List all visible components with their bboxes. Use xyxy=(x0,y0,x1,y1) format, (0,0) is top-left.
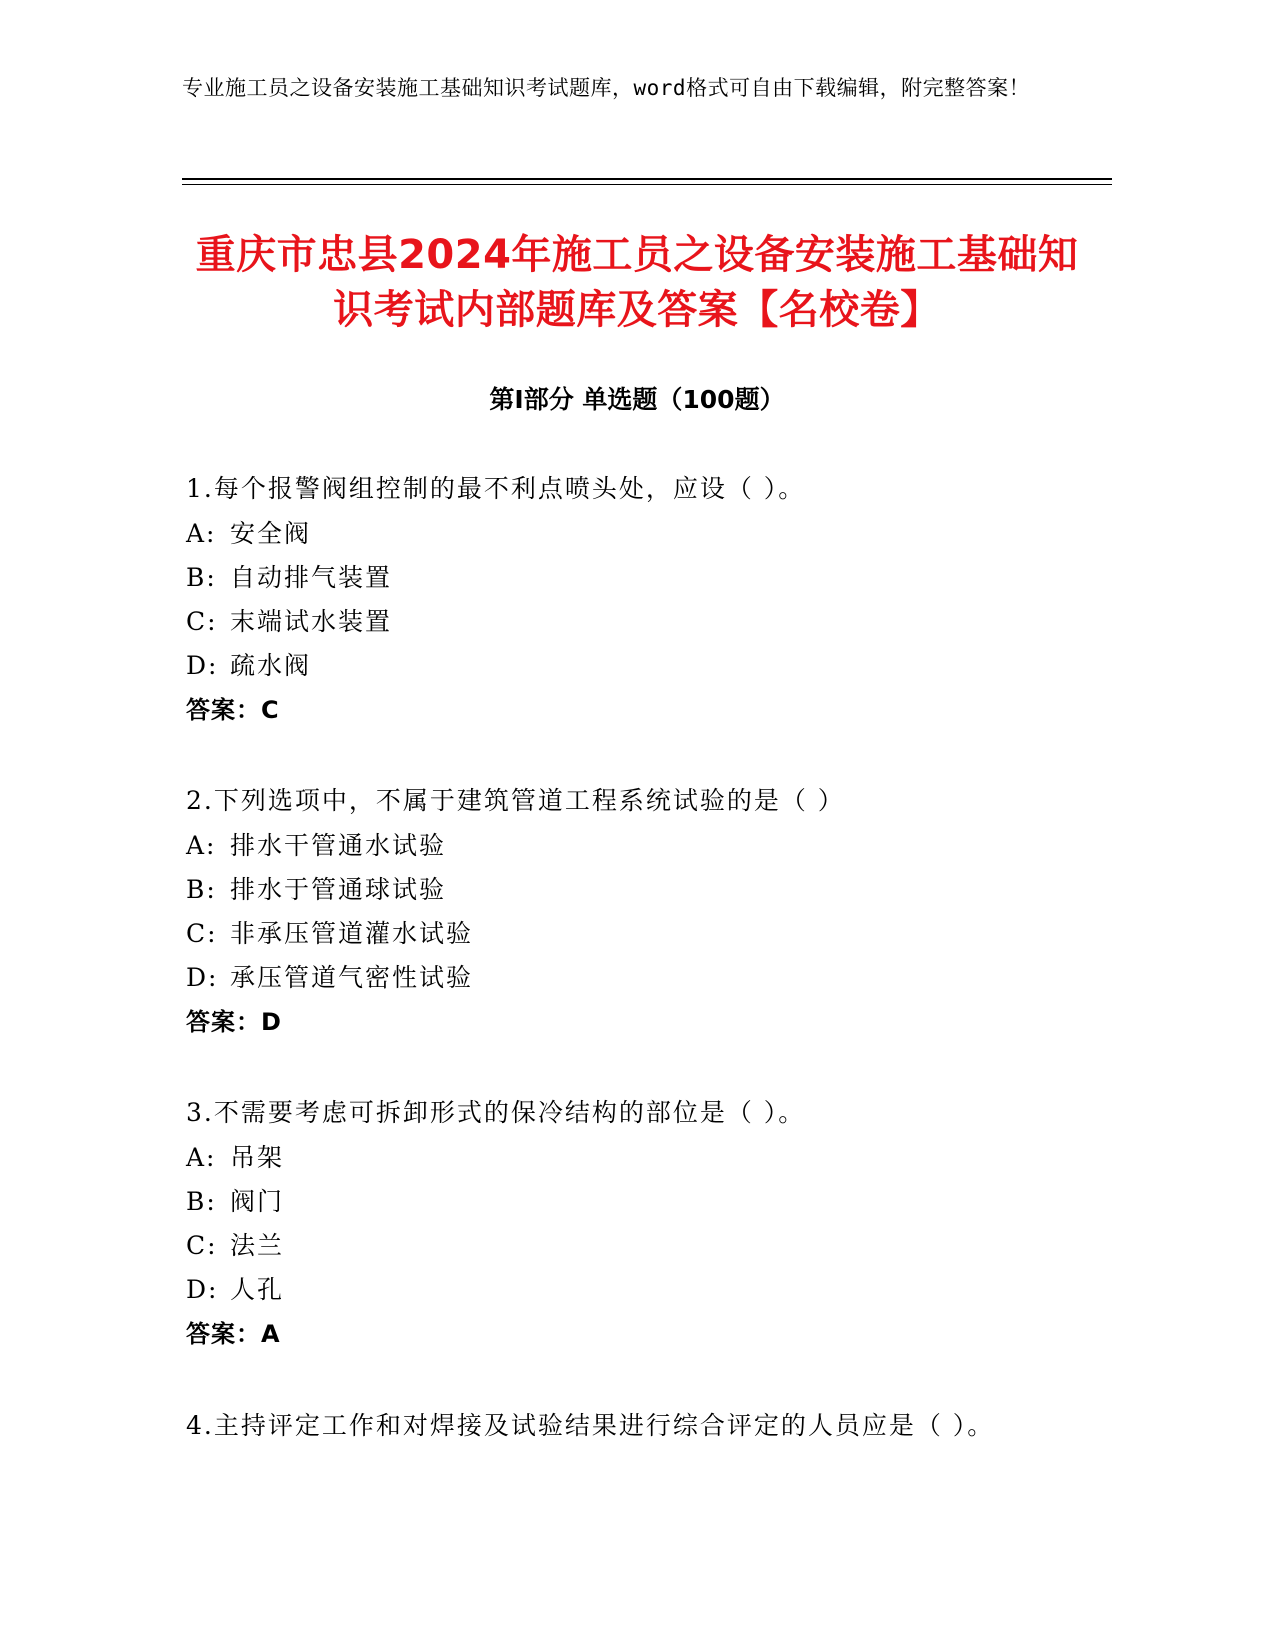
option-b xyxy=(186,556,1086,600)
option-letter: A: xyxy=(186,519,217,548)
answer-line xyxy=(186,688,1086,732)
question-4 xyxy=(186,1403,1086,1449)
option-text: 疏水阀 xyxy=(230,651,312,680)
option-letter: D: xyxy=(186,651,219,680)
answer-line xyxy=(186,1312,1086,1356)
option-text: 自动排气装置 xyxy=(230,563,393,592)
option-d xyxy=(186,644,1086,688)
answer-value: D xyxy=(261,1008,282,1036)
option-text: 排水于管通球试验 xyxy=(230,875,447,904)
option-a xyxy=(186,824,1086,868)
option-letter: B: xyxy=(186,563,217,592)
option-letter: A: xyxy=(186,831,217,860)
answer-value: A xyxy=(261,1320,281,1348)
question-stem: 4.主持评定工作和对焊接及试验结果进行综合评定的人员应是（ ）。 xyxy=(186,1411,995,1440)
option-text: 吊架 xyxy=(230,1143,285,1172)
option-letter: B: xyxy=(186,875,217,904)
option-text: 安全阀 xyxy=(230,519,312,548)
option-letter: C: xyxy=(186,919,218,948)
question-3 xyxy=(186,1090,1086,1356)
question-stem: 1.每个报警阀组控制的最不利点喷头处，应设（ ）。 xyxy=(186,474,806,503)
option-text: 承压管道气密性试验 xyxy=(230,963,474,992)
question-1 xyxy=(186,466,1086,732)
question-stem: 2.下列选项中，不属于建筑管道工程系统试验的是（ ） xyxy=(186,786,845,815)
answer-prefix: 答案： xyxy=(186,1008,261,1036)
option-text: 法兰 xyxy=(230,1231,285,1260)
header-divider-thin xyxy=(182,184,1112,185)
option-a xyxy=(186,1136,1086,1180)
header-divider-thick xyxy=(182,178,1112,180)
option-text: 末端试水装置 xyxy=(230,607,393,636)
option-c xyxy=(186,912,1086,956)
option-letter: C: xyxy=(186,1231,218,1260)
question-stem: 3.不需要考虑可拆卸形式的保冷结构的部位是（ ）。 xyxy=(186,1098,806,1127)
option-letter: D: xyxy=(186,1275,219,1304)
option-text: 排水干管通水试验 xyxy=(230,831,447,860)
option-b xyxy=(186,1180,1086,1224)
question-2 xyxy=(186,778,1086,1044)
option-text: 人孔 xyxy=(230,1275,285,1304)
option-letter: D: xyxy=(186,963,219,992)
option-text: 阀门 xyxy=(230,1187,285,1216)
option-c xyxy=(186,1224,1086,1268)
option-c xyxy=(186,600,1086,644)
answer-value: C xyxy=(261,696,280,724)
option-d xyxy=(186,1268,1086,1312)
option-d xyxy=(186,956,1086,1000)
option-b xyxy=(186,868,1086,912)
header-note: 专业施工员之设备安装施工基础知识考试题库，word格式可自由下载编辑，附完整答案！ xyxy=(182,76,1031,100)
option-letter: B: xyxy=(186,1187,217,1216)
document-title: 重庆市忠县2024年施工员之设备安装施工基础知识考试内部题库及答案【名校卷】 xyxy=(195,232,1079,333)
answer-prefix: 答案： xyxy=(186,1320,261,1348)
option-a xyxy=(186,512,1086,556)
section-heading: 第Ⅰ部分 单选题（100题） xyxy=(489,385,785,414)
answer-prefix: 答案： xyxy=(186,696,261,724)
option-text: 非承压管道灌水试验 xyxy=(230,919,474,948)
option-letter: C: xyxy=(186,607,218,636)
answer-line xyxy=(186,1000,1086,1044)
option-letter: A: xyxy=(186,1143,217,1172)
